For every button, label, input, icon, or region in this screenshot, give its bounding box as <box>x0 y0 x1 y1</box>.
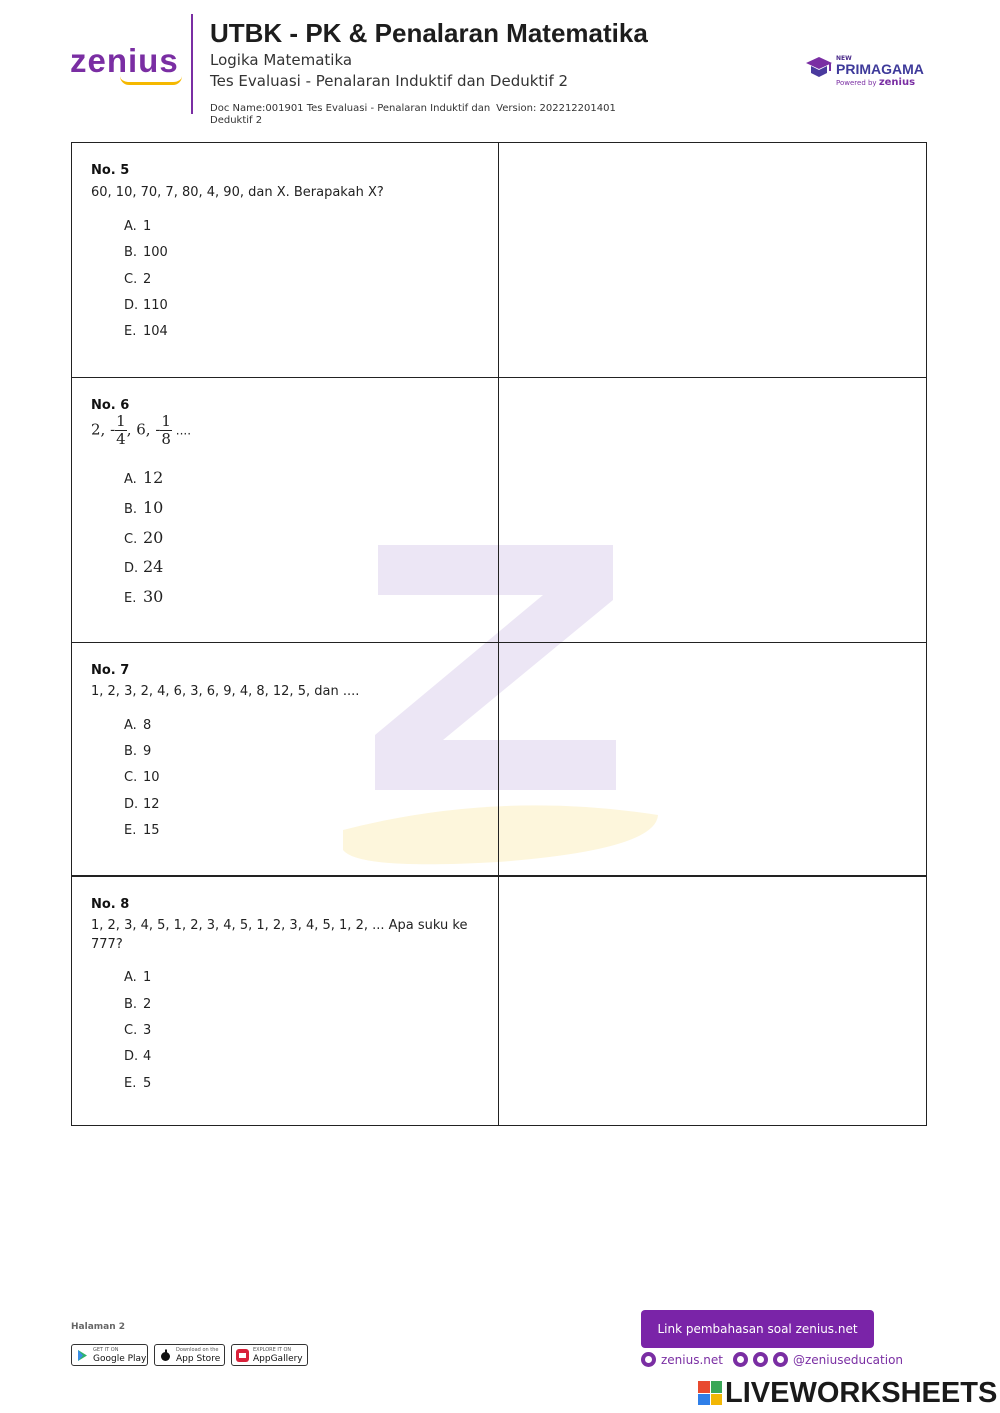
tiktok-icon <box>733 1352 748 1367</box>
website-link[interactable]: zenius.net <box>641 1352 723 1367</box>
option-b[interactable]: B. 2 <box>124 997 152 1012</box>
option-a[interactable]: A. 12 <box>124 468 164 487</box>
question-text: 1, 2, 3, 2, 4, 6, 3, 6, 9, 4, 8, 12, 5, dan .... <box>91 684 360 699</box>
doc-name: Doc Name:001901 Tes Evaluasi - Penalaran Induktif dan <box>210 103 491 114</box>
app-gallery-badge[interactable]: EXPLORE IT ON AppGallery <box>231 1344 308 1366</box>
discussion-link-button[interactable]: Link pembahasan soal zenius.net <box>641 1310 874 1348</box>
question-number: No. 8 <box>91 897 130 912</box>
doc-version: Version: 202212201401 <box>496 103 616 114</box>
option-a[interactable]: A. 1 <box>124 219 152 234</box>
option-d[interactable]: D. 110 <box>124 298 168 313</box>
option-b[interactable]: B. 10 <box>124 498 164 517</box>
question-text: 60, 10, 70, 7, 80, 4, 90, dan X. Berapakah X? <box>91 185 384 200</box>
option-c[interactable]: C. 10 <box>124 770 160 785</box>
partner-powered: Powered by zenius <box>836 77 916 88</box>
option-e[interactable]: E. 15 <box>124 823 160 838</box>
document-subtitle: Tes Evaluasi - Penalaran Induktif dan Deduktif 2 <box>210 72 569 90</box>
page-number: Halaman 2 <box>71 1322 126 1332</box>
doc-info <box>210 103 616 127</box>
option-a[interactable]: A. 8 <box>124 718 152 733</box>
document-subject: Logika Matematika <box>210 51 353 69</box>
answer-cell-5[interactable] <box>499 143 926 377</box>
answer-cell-6[interactable] <box>499 378 926 642</box>
social-links[interactable]: @zeniuseducation <box>733 1352 903 1367</box>
globe-icon <box>641 1352 656 1367</box>
answer-cell-7[interactable] <box>499 643 926 875</box>
instagram-icon <box>753 1352 768 1367</box>
twitter-icon <box>773 1352 788 1367</box>
option-d[interactable]: D. 24 <box>124 557 164 576</box>
question-table <box>71 142 927 1126</box>
option-d[interactable]: D. 4 <box>124 1049 152 1064</box>
graduation-cap-icon <box>806 55 832 79</box>
option-e[interactable]: E. 104 <box>124 324 168 339</box>
apple-icon <box>159 1349 172 1362</box>
liveworksheets-logo: LIVEWORKSHEETS <box>698 1378 997 1408</box>
huawei-appgallery-icon <box>236 1349 249 1362</box>
option-b[interactable]: B. 100 <box>124 245 168 260</box>
question-number: No. 5 <box>91 163 130 178</box>
option-a[interactable]: A. 1 <box>124 970 152 985</box>
option-d[interactable]: D. 12 <box>124 797 160 812</box>
zenius-logo-smile <box>120 76 182 85</box>
question-cell-6 <box>72 378 499 642</box>
partner-name: PRIMAGAMA <box>836 61 924 77</box>
doc-name-cont: Deduktif 2 <box>210 115 263 126</box>
question-math: 2, - $\frac{1}{4}$ , 6, - $\frac{1}{8}$ .... <box>91 412 192 448</box>
app-store-badge[interactable]: Download on the App Store <box>154 1344 225 1366</box>
option-c[interactable]: C. 3 <box>124 1023 152 1038</box>
option-c[interactable]: C. 20 <box>124 528 164 547</box>
partner-new-label: NEW <box>836 55 852 62</box>
answer-cell-8[interactable] <box>499 877 926 1125</box>
primagama-logo <box>806 55 931 89</box>
google-play-badge[interactable]: GET IT ON Google Play <box>71 1344 148 1366</box>
google-play-icon <box>76 1349 89 1362</box>
question-number: No. 6 <box>91 398 130 413</box>
zenius-logo: zenius <box>70 42 179 79</box>
document-title: UTBK - PK & Penalaran Matematika <box>210 18 648 48</box>
option-e[interactable]: E. 30 <box>124 587 164 606</box>
question-cell-8 <box>72 877 499 1125</box>
question-cell-7 <box>72 643 499 875</box>
question-text: 1, 2, 3, 4, 5, 1, 2, 3, 4, 5, 1, 2, 3, 4, 5, 1, 2, ... Apa suku ke 777? <box>91 918 468 952</box>
header-divider <box>191 14 193 114</box>
question-cell-5 <box>72 143 499 377</box>
option-e[interactable]: E. 5 <box>124 1076 152 1091</box>
option-b[interactable]: B. 9 <box>124 744 152 759</box>
liveworksheets-icon <box>698 1381 722 1405</box>
option-c[interactable]: C. 2 <box>124 272 152 287</box>
question-number: No. 7 <box>91 663 130 678</box>
